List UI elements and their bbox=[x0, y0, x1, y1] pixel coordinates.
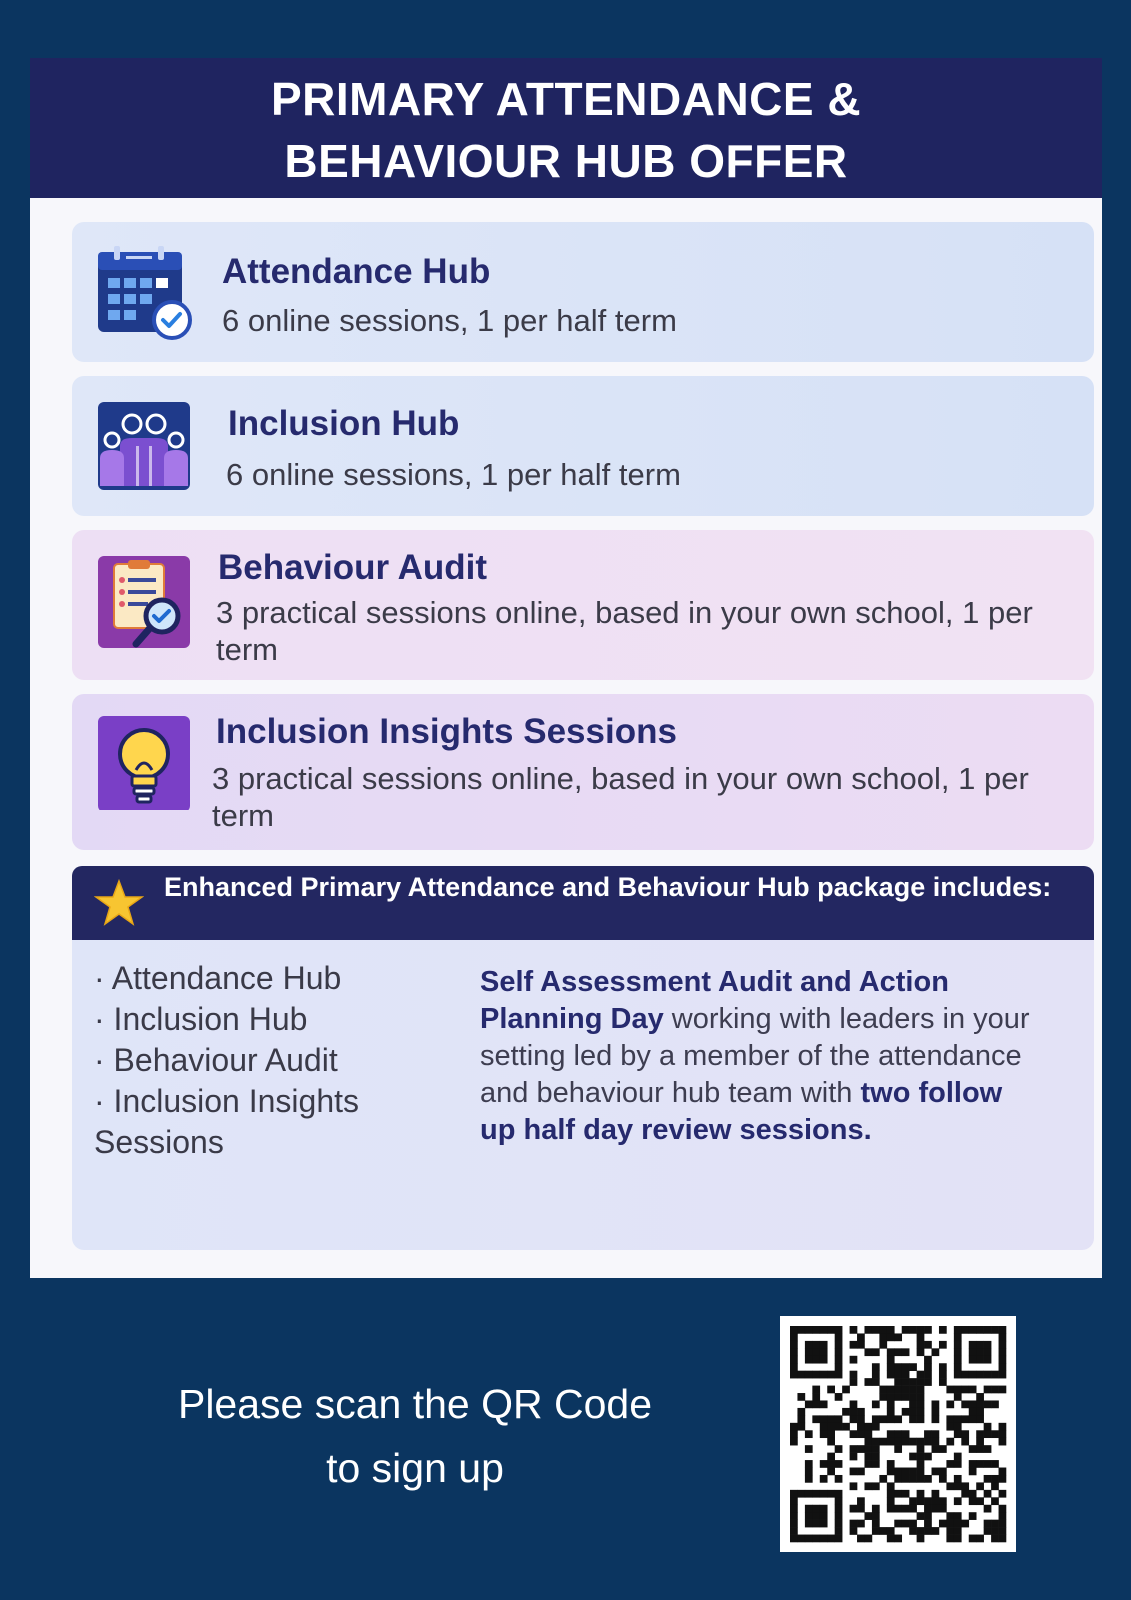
package-detail bbox=[480, 964, 1040, 1149]
offer-attendance-hub bbox=[72, 222, 1094, 362]
group-people-icon bbox=[96, 398, 192, 494]
offer-title: Inclusion Hub bbox=[228, 404, 460, 443]
offer-title: Attendance Hub bbox=[222, 252, 491, 291]
qr-code-image bbox=[780, 1316, 1016, 1552]
offer-behaviour-audit bbox=[72, 530, 1094, 680]
package-item: · Inclusion Insights Sessions bbox=[94, 1083, 360, 1160]
offer-description: 3 practical sessions online, based in your own school, 1 per term bbox=[212, 761, 1029, 833]
qr-code[interactable] bbox=[780, 1316, 1016, 1552]
package-detail-bold-1: Self Assessment Audit and Action Planning Day bbox=[480, 966, 949, 1035]
package-item: · Inclusion Hub bbox=[94, 1001, 308, 1037]
package-header-text: Enhanced Primary Attendance and Behaviour Hub package includes: bbox=[164, 872, 1052, 902]
package-items-list bbox=[94, 958, 454, 1163]
package-item: · Attendance Hub bbox=[94, 960, 342, 996]
calendar-check-icon bbox=[96, 244, 192, 340]
offer-title: Inclusion Insights Sessions bbox=[216, 712, 677, 751]
offer-description: 3 practical sessions online, based in your own school, 1 per term bbox=[216, 595, 1033, 667]
offer-card bbox=[30, 58, 1102, 1278]
offer-title: Behaviour Audit bbox=[218, 548, 487, 587]
package-detail-bold-2: two follow up half day review sessions. bbox=[480, 1077, 1003, 1146]
offer-description: 6 online sessions, 1 per half term bbox=[226, 457, 681, 492]
package-item: · Behaviour Audit bbox=[94, 1042, 338, 1078]
offer-banner bbox=[30, 58, 1102, 198]
offer-description: 6 online sessions, 1 per half term bbox=[222, 303, 677, 338]
package-header bbox=[72, 866, 1094, 940]
star-icon bbox=[94, 878, 144, 928]
signup-line1: Please scan the QR Code bbox=[177, 1381, 653, 1427]
banner-title-line2: BEHAVIOUR HUB OFFER bbox=[284, 135, 848, 187]
package-detail-text: working with leaders in your setting led by a member of the attendance and behaviour hub team with bbox=[480, 1003, 1030, 1109]
clipboard-magnifier-icon bbox=[96, 554, 192, 650]
signup-text bbox=[150, 1372, 680, 1500]
lightbulb-icon bbox=[96, 714, 192, 810]
signup-line2: to sign up bbox=[326, 1445, 504, 1491]
package-body bbox=[72, 940, 1094, 1250]
offer-inclusion-insights bbox=[72, 694, 1094, 850]
offer-inclusion-hub bbox=[72, 376, 1094, 516]
banner-title-line1: PRIMARY ATTENDANCE & bbox=[270, 73, 862, 125]
